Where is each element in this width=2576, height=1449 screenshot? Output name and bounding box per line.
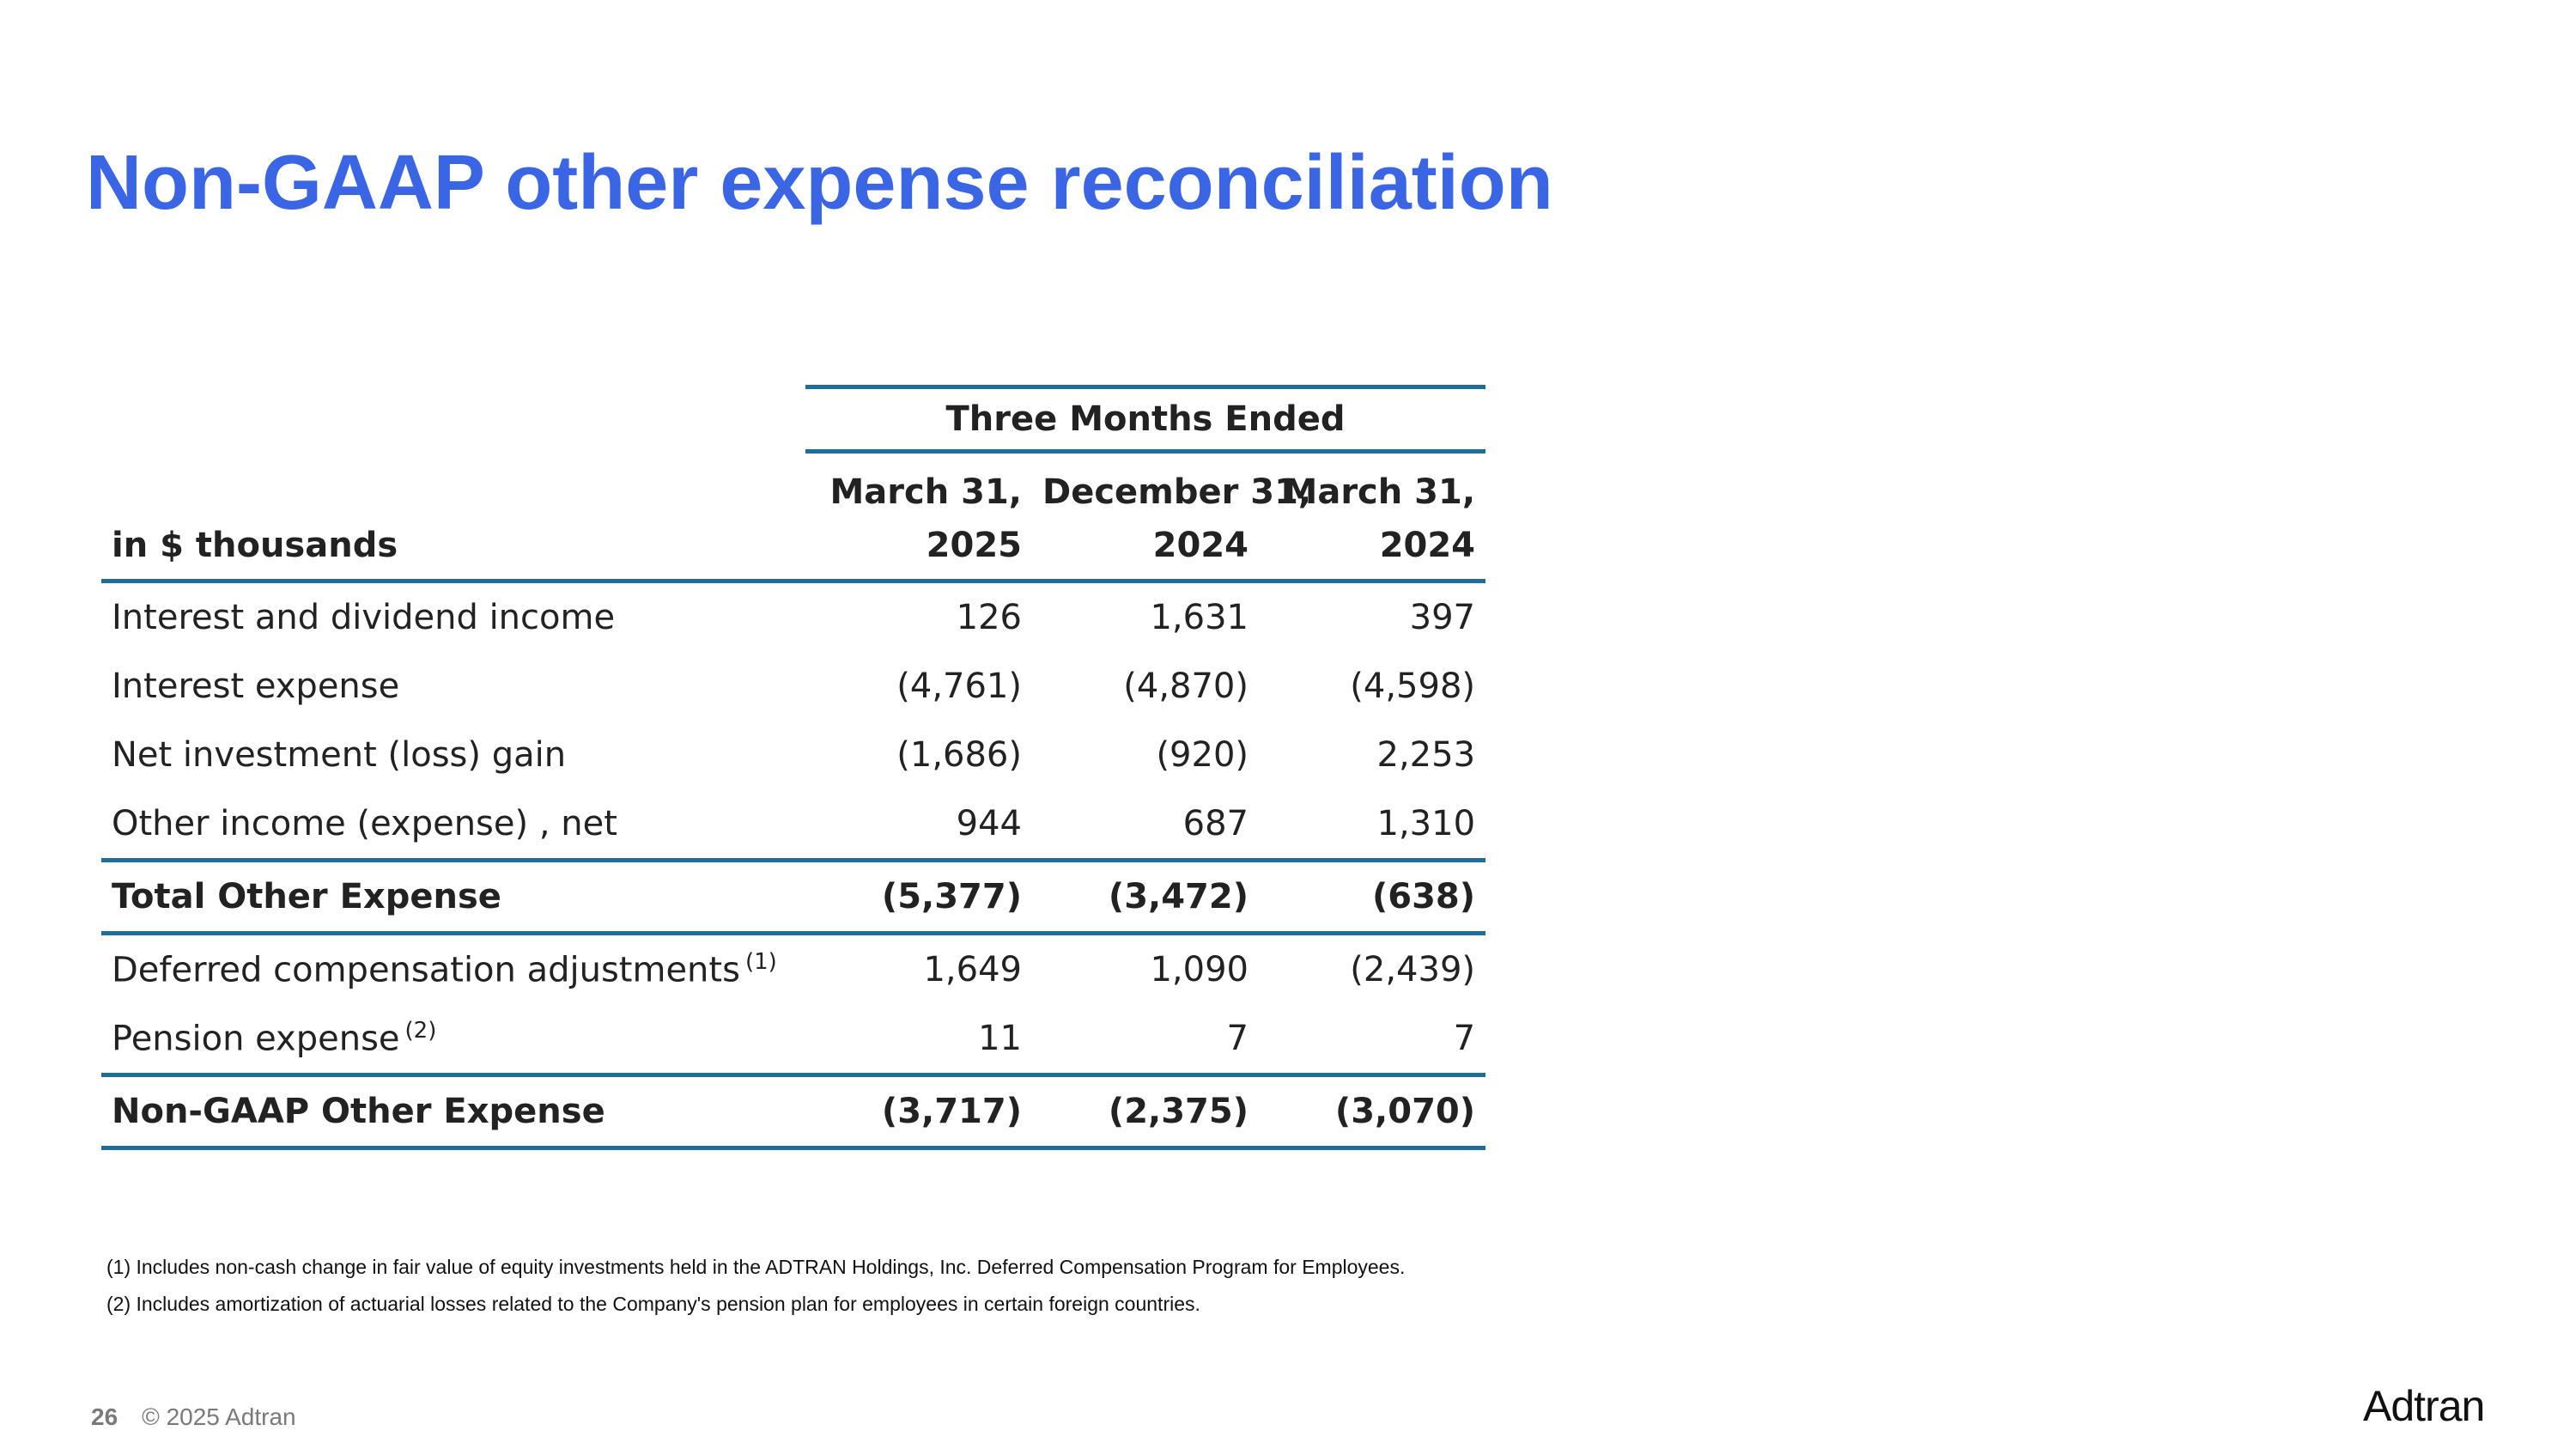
copyright: © 2025 Adtran [142,1403,296,1430]
reconciliation-table [101,385,1485,1150]
cell-value: (3,070) [1259,1075,1485,1148]
table-header-spacer [101,452,805,513]
row-label: Non-GAAP Other Expense [101,1075,805,1148]
cell-value: (2,375) [1032,1075,1259,1148]
cell-value: (920) [1156,735,1249,775]
column-header-line1: December 31, [1042,472,1312,512]
table-row [101,581,1485,653]
reconciliation-table-container [101,385,1485,1150]
cell-value: (4,761) [896,667,1022,706]
table-row [101,721,1485,789]
row-label: Interest and dividend income [112,598,616,637]
row-label: Pension expense $^{(2)}$ [112,1018,437,1059]
table-row [101,1004,1485,1075]
column-header-line2: 2025 [805,512,1032,581]
cell-value: 7 [1226,1019,1249,1058]
footnote-1: (1) Includes non-cash change in fair value of equity investments held in the ADTRAN Holdings, Inc. Deferred Compensation Program for Employees. [106,1256,1406,1278]
cell-value: (4,870) [1123,667,1249,706]
cell-value: 11 [978,1019,1022,1058]
table-row [101,789,1485,861]
row-label: Deferred compensation adjustments $^{(1)}$ [112,949,777,990]
cell-value: 944 [956,804,1022,843]
footnote-ref: (1) [744,949,777,976]
footnote-ref: (2) [404,1018,437,1044]
footnote-2: (2) Includes amortization of actuarial losses related to the Company's pension plan for employees in certain foreign countries. [106,1293,1200,1315]
cell-value: (4,598) [1350,667,1476,706]
column-header-line1: March 31, [829,472,1022,512]
table-row [101,934,1485,1005]
column-header-line1: March 31, [1283,472,1476,512]
cell-value: (638) [1259,861,1485,934]
cell-value: (3,472) [1032,861,1259,934]
table-group-header-row [101,387,1485,452]
cell-value: 1,649 [923,950,1022,989]
table-row [101,652,1485,721]
page-number: 26 [91,1403,118,1430]
adtran-logo: Adtran [2363,1382,2485,1430]
cell-value: 2,253 [1376,735,1476,775]
total-row [101,861,1485,934]
cell-value: 126 [956,598,1022,637]
group-header: Three Months Ended [805,387,1485,452]
column-header-line2: 2024 [1032,512,1259,581]
cell-value: 7 [1453,1019,1476,1058]
cell-value: 687 [1182,804,1249,843]
cell-value: (1,686) [896,735,1022,775]
cell-value: (3,717) [805,1075,1032,1148]
row-label: Total Other Expense [101,861,805,934]
row-label: Interest expense [112,667,400,706]
slide-footer [91,1403,296,1431]
cell-value: 397 [1409,598,1476,637]
cell-value: (5,377) [805,861,1032,934]
non-gaap-total-row [101,1075,1485,1148]
table-header-row-1 [101,452,1485,513]
cell-value: 1,310 [1376,804,1476,843]
row-label: Net investment (loss) gain [112,735,567,775]
row-label: Other income (expense) , net [112,804,617,843]
cell-value: 1,631 [1150,598,1249,637]
footnotes [106,1256,1405,1330]
table-header-row-2 [101,512,1485,581]
cell-value: 1,090 [1150,950,1249,989]
page-title: Non-GAAP other expense reconciliation [86,140,1553,226]
units-label: in $ thousands [101,512,805,581]
table-header-spacer [101,387,805,452]
column-header-line2: 2024 [1259,512,1485,581]
cell-value: (2,439) [1350,950,1476,989]
